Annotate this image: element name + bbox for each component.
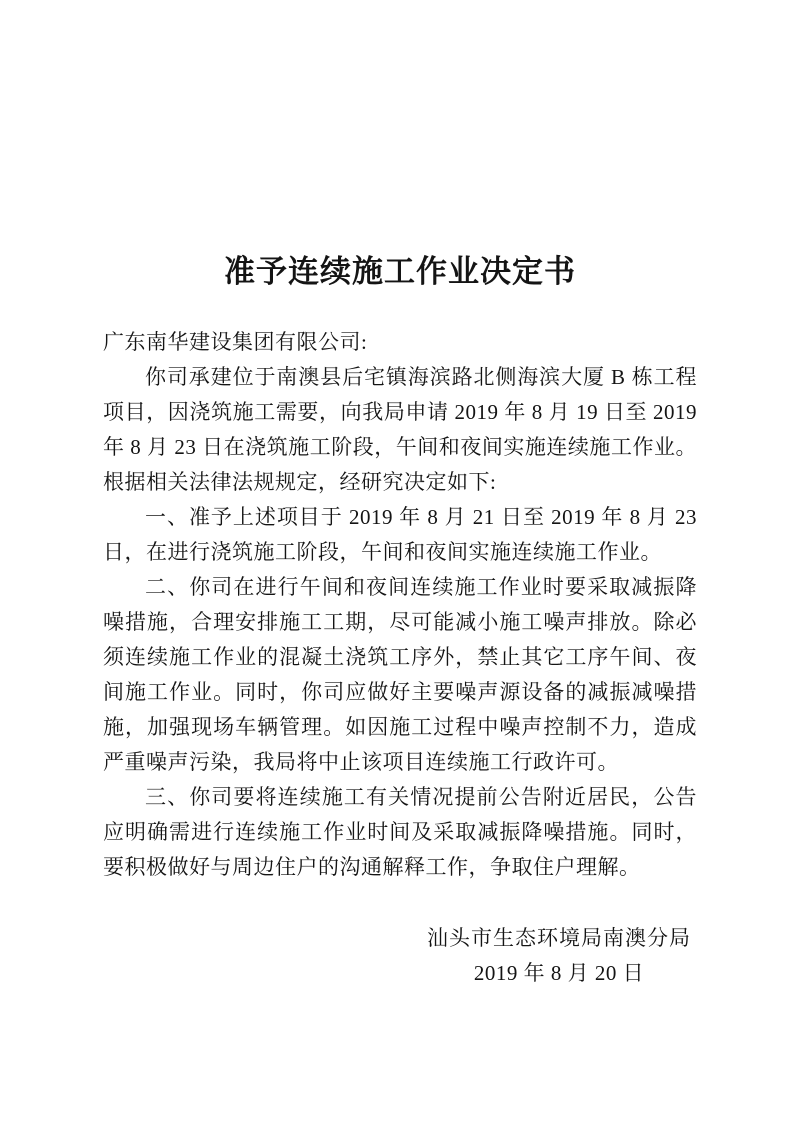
signature-date: 2019 年 8 月 20 日 bbox=[473, 961, 645, 985]
body-paragraph-intro: 你司承建位于南澳县后宅镇海滨路北侧海滨大厦 B 栋工程项目，因浇筑施工需要，向我局申请 2019 年 8 月 19 日至 2019 年 8 月 23 日在浇筑施工阶段，午间和夜间实施连续施工作业。根据相关法律法规规定，经研究决定如下: bbox=[103, 365, 697, 494]
document-text bbox=[103, 325, 697, 991]
addressee-line: 广东南华建设集团有限公司: bbox=[103, 330, 368, 354]
body-paragraph-item-3: 三、你司要将连续施工有关情况提前公告附近居民，公告应明确需进行连续施工作业时间及采取减振降噪措施。同时，要积极做好与周边住户的沟通解释工作，争取住户理解。 bbox=[103, 785, 697, 879]
document-body bbox=[103, 253, 697, 991]
document-title: 准予连续施工作业决定书 bbox=[224, 254, 576, 289]
body-paragraph-item-1: 一、准予上述项目于 2019 年 8 月 21 日至 2019 年 8 月 23 日，在进行浇筑施工阶段，午间和夜间实施连续施工作业。 bbox=[103, 505, 697, 564]
signature-issuer: 汕头市生态环境局南澳分局 bbox=[427, 926, 691, 950]
signature-block bbox=[427, 921, 691, 991]
body-paragraph-item-2: 二、你司在进行午间和夜间连续施工作业时要采取减振降噪措施，合理安排施工工期，尽可能减小施工噪声排放。除必须连续施工作业的混凝土浇筑工序外，禁止其它工序午间、夜间施工作业。同时，你司应做好主要噪声源设备的减振减噪措施，加强现场车辆管理。如因施工过程中噪声控制不力，造成严重噪声污染，我局将中止该项目连续施工行政许可。 bbox=[103, 575, 697, 774]
